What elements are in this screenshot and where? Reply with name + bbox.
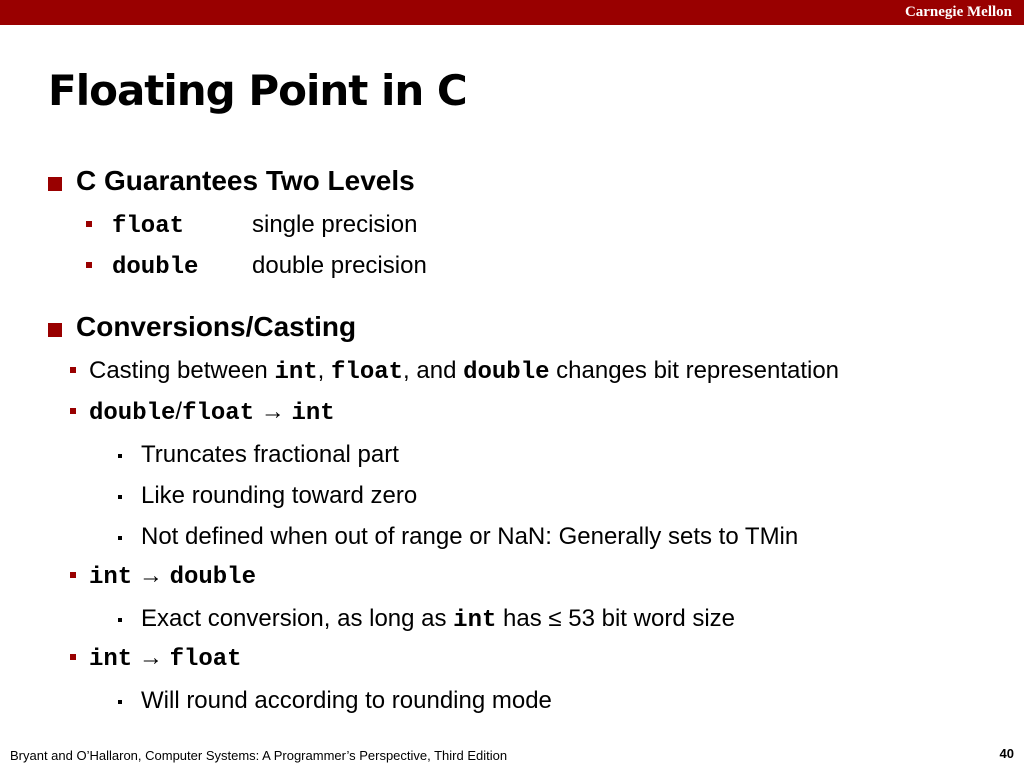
text-run: Casting between [89, 357, 275, 384]
list-item-int-to-double [89, 562, 256, 591]
code-int: int [453, 607, 497, 634]
bullet-small-icon [86, 221, 92, 227]
separator: / [175, 398, 183, 425]
text-run: changes bit representation [549, 357, 840, 384]
bullet-small-icon [70, 367, 76, 373]
slide-title: Floating Point in C [48, 66, 467, 115]
list-item-double-desc: double precision [252, 252, 427, 279]
text-run: Exact conversion, as long as [141, 605, 454, 632]
list-item-casting [89, 357, 839, 386]
code-double: double [463, 359, 550, 386]
list-item-int-to-float [89, 644, 242, 673]
bullet-small-icon [86, 262, 92, 268]
footer-citation: Bryant and O’Hallaron, Computer Systems: A Programmer’s Perspective, Third Edition [10, 748, 508, 763]
code-float: float [331, 359, 404, 386]
code-float: float [169, 646, 242, 673]
text-run: , and [403, 357, 464, 384]
list-item-double-float-to-int [89, 398, 335, 427]
brand-label: Carnegie Mellon [904, 4, 1012, 20]
section-heading-conversions: Conversions/Casting [76, 311, 357, 342]
bullet-tiny-icon [118, 536, 122, 540]
bullet-tiny-icon [118, 454, 122, 458]
code-float: float [112, 213, 185, 240]
header-bar [0, 0, 1024, 25]
sub-item-exact-conversion [141, 605, 735, 634]
code-double: double [89, 400, 176, 427]
code-int: int [291, 400, 335, 427]
code-int: int [89, 564, 133, 591]
bullet-square-icon [48, 323, 62, 337]
sub-item-not-defined: Not defined when out of range or NaN: Generally sets to TMin [141, 523, 799, 550]
sub-item-truncates: Truncates fractional part [141, 441, 399, 468]
text-run: , [317, 357, 332, 384]
sub-item-rounding-zero: Like rounding toward zero [141, 482, 418, 509]
bullet-tiny-icon [118, 618, 122, 622]
code-float: float [182, 400, 255, 427]
code-int: int [274, 359, 318, 386]
bullet-square-icon [48, 177, 62, 191]
code-double: double [112, 254, 199, 281]
list-item-float [112, 211, 184, 240]
text-run: has ≤ 53 bit word size [496, 605, 736, 632]
bullet-tiny-icon [118, 700, 122, 704]
code-double: double [169, 564, 256, 591]
page-number: 40 [999, 746, 1014, 761]
bullet-small-icon [70, 572, 76, 578]
code-int: int [89, 646, 133, 673]
section-heading-levels: C Guarantees Two Levels [76, 165, 415, 196]
arrow-right-icon: → [138, 644, 163, 671]
sub-item-round-mode: Will round according to rounding mode [141, 687, 552, 714]
arrow-right-icon: → [260, 398, 285, 425]
bullet-small-icon [70, 408, 76, 414]
bullet-tiny-icon [118, 495, 122, 499]
list-item-float-desc: single precision [252, 211, 418, 238]
bullet-small-icon [70, 654, 76, 660]
arrow-right-icon: → [138, 562, 163, 589]
list-item-double [112, 252, 198, 281]
